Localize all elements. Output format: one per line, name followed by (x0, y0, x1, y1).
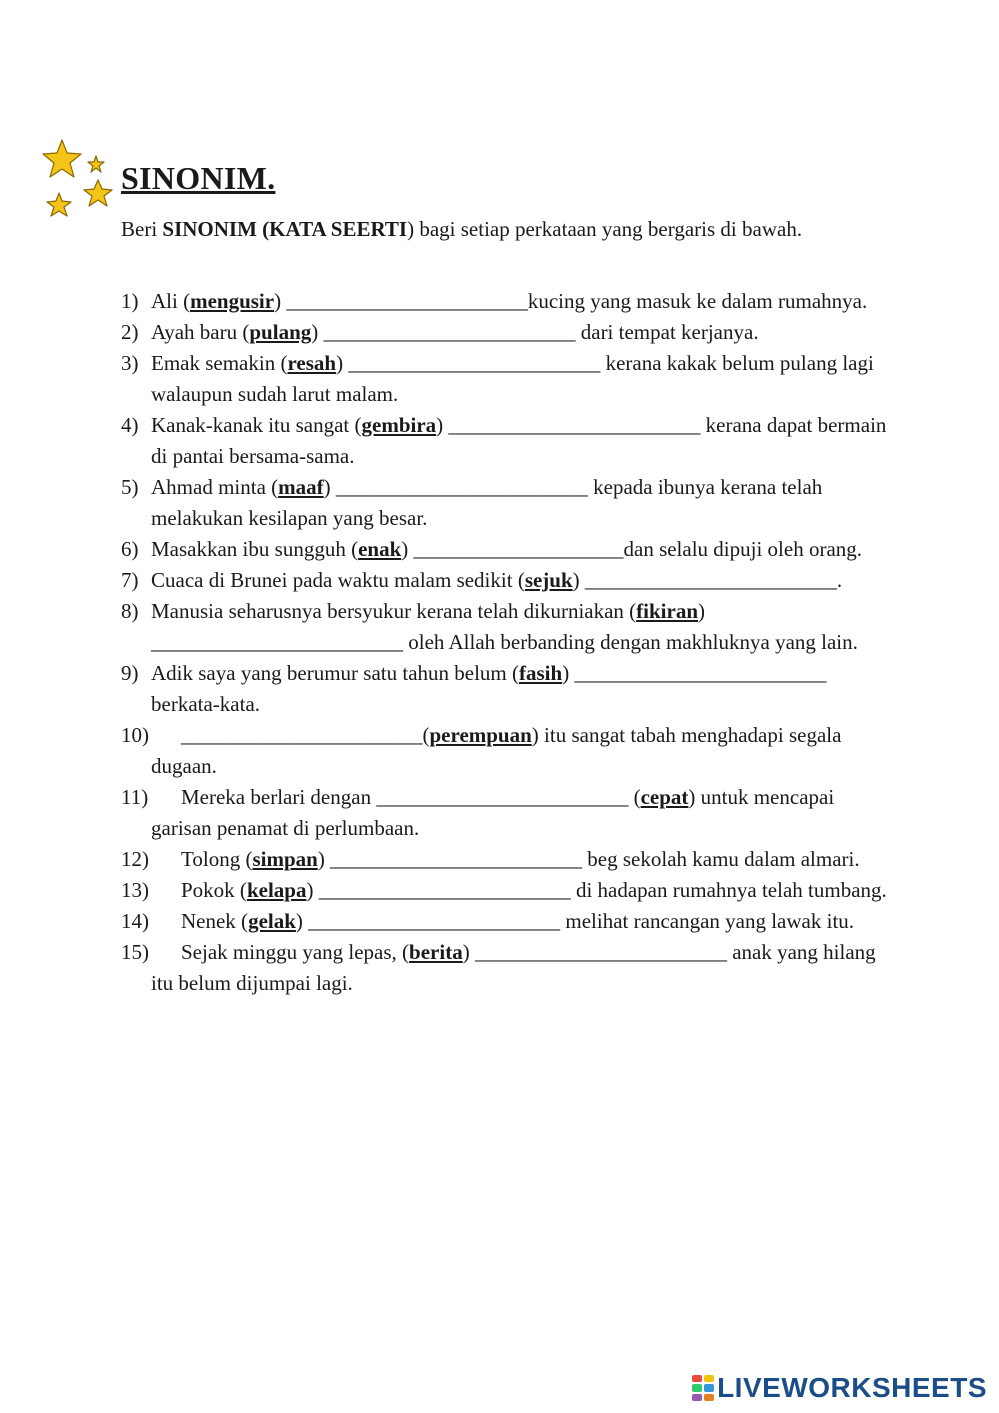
question-number: 14) (121, 909, 149, 933)
question-text-after[interactable]: ) ________________________ melihat rancangan yang lawak itu. (295, 909, 855, 933)
question-text-before: Sejak minggu yang lepas, ( (181, 940, 410, 964)
question-number: 11) (121, 785, 149, 809)
question-text-after[interactable]: ) ________________________ beg sekolah kamu dalam almari. (317, 847, 860, 871)
question-number: 4) (121, 413, 139, 437)
keyword: mengusir (190, 289, 275, 313)
question-item (121, 844, 891, 875)
question-item (121, 906, 891, 937)
question-number: 12) (121, 847, 149, 871)
question-text-before: Ahmad minta ( (151, 475, 279, 499)
question-text-after[interactable]: ) ________________________. (572, 568, 843, 592)
question-text-after[interactable]: ) ________________________ di hadapan rumahnya telah tumbang. (306, 878, 887, 902)
question-text-before: Nenek ( (181, 909, 249, 933)
liveworksheets-logo-text: LIVEWORKSHEETS (717, 1372, 987, 1403)
question-text-before: Adik saya yang berumur satu tahun belum ( (151, 661, 519, 685)
keyword: pulang (249, 320, 312, 344)
question-number: 5) (121, 475, 139, 499)
instruction (121, 214, 881, 245)
question-text-after[interactable]: ) ________________________ oleh Allah berbanding dengan makhluknya yang lain. (151, 599, 858, 654)
question-number: 7) (121, 568, 139, 592)
keyword: sejuk (524, 568, 573, 592)
keyword: perempuan (429, 723, 532, 747)
question-text-after[interactable]: ) ________________________ kerana dapat bermain di pantai bersama-sama. (151, 413, 887, 468)
question-text-before: Masakkan ibu sungguh ( (151, 537, 359, 561)
question-item (121, 782, 891, 844)
question-item (121, 937, 891, 999)
star-bottom-icon (47, 193, 71, 216)
keyword: berita (409, 940, 463, 964)
question-item (121, 720, 891, 782)
keyword: resah (287, 351, 337, 375)
page-title: SINONIM. (121, 160, 276, 196)
question-item (121, 286, 891, 317)
question-text-before: Cuaca di Brunei pada waktu malam sedikit ( (151, 568, 525, 592)
question-item (121, 317, 891, 348)
question-item (121, 875, 891, 906)
question-text-after[interactable]: ) ________________________ kepada ibunya kerana telah melakukan kesilapan yang besar. (151, 475, 823, 530)
question-item (121, 596, 891, 658)
question-text-before: Pokok ( (181, 878, 247, 902)
question-text-after[interactable]: ) ________________________ dari tempat kerjanya. (311, 320, 759, 344)
question-text-before: Kanak-kanak itu sangat ( (151, 413, 362, 437)
question-number: 15) (121, 940, 149, 964)
stars-decoration-icon (40, 138, 120, 228)
keyword: gembira (361, 413, 437, 437)
keyword: cepat (640, 785, 689, 809)
instruction-bold: SINONIM (KATA SEERTI (162, 217, 408, 241)
question-text-before: Tolong ( (181, 847, 253, 871)
question-number: 13) (121, 878, 149, 902)
question-text-before: Emak semakin ( (151, 351, 288, 375)
question-text-after[interactable]: ) ____________________dan selalu dipuji oleh orang. (401, 537, 863, 561)
question-text-after[interactable]: ) ________________________ kerana kakak belum pulang lagi walaupun sudah larut malam. (151, 351, 874, 406)
question-number: 2) (121, 320, 139, 344)
question-item (121, 410, 891, 472)
question-text-after[interactable]: ) _______________________kucing yang masuk ke dalam rumahnya. (274, 289, 868, 313)
question-text-before: Ayah baru ( (151, 320, 250, 344)
question-number: 9) (121, 661, 139, 685)
question-text-before[interactable]: _______________________( (181, 723, 430, 747)
question-text-before[interactable]: Mereka berlari dengan ________________________ ( (181, 785, 641, 809)
keyword: fikiran (636, 599, 699, 623)
star-medium-icon (84, 180, 112, 206)
question-text-after[interactable]: ) ________________________ anak yang hilang itu belum dijumpai lagi. (151, 940, 876, 995)
question-number: 10) (121, 723, 149, 747)
keyword: fasih (519, 661, 563, 685)
keyword: gelak (248, 909, 296, 933)
question-text-after: ) itu sangat tabah menghadapi segala dugaan. (151, 723, 842, 778)
question-item (121, 658, 891, 720)
question-list (121, 286, 891, 999)
liveworksheets-logo[interactable] (692, 1372, 987, 1404)
question-text-after[interactable]: ) ________________________ berkata-kata. (151, 661, 827, 716)
liveworksheets-logo-icon (692, 1375, 714, 1401)
question-number: 6) (121, 537, 139, 561)
question-number: 8) (121, 599, 139, 623)
instruction-prefix: Beri (121, 217, 163, 241)
question-text-before: Ali ( (151, 289, 191, 313)
question-item (121, 534, 891, 565)
question-number: 3) (121, 351, 139, 375)
keyword: maaf (278, 475, 324, 499)
keyword: simpan (252, 847, 318, 871)
question-item (121, 565, 891, 596)
star-small-icon (88, 156, 104, 172)
instruction-suffix: ) bagi setiap perkataan yang bergaris di bawah. (407, 217, 803, 241)
question-number: 1) (121, 289, 139, 313)
keyword: enak (358, 537, 402, 561)
question-text-after: ) untuk mencapai garisan penamat di perlumbaan. (151, 785, 835, 840)
question-item (121, 348, 891, 410)
question-item (121, 472, 891, 534)
question-text-before: Manusia seharusnya bersyukur kerana telah dikurniakan ( (151, 599, 637, 623)
keyword: kelapa (246, 878, 307, 902)
star-large-icon (43, 140, 81, 177)
